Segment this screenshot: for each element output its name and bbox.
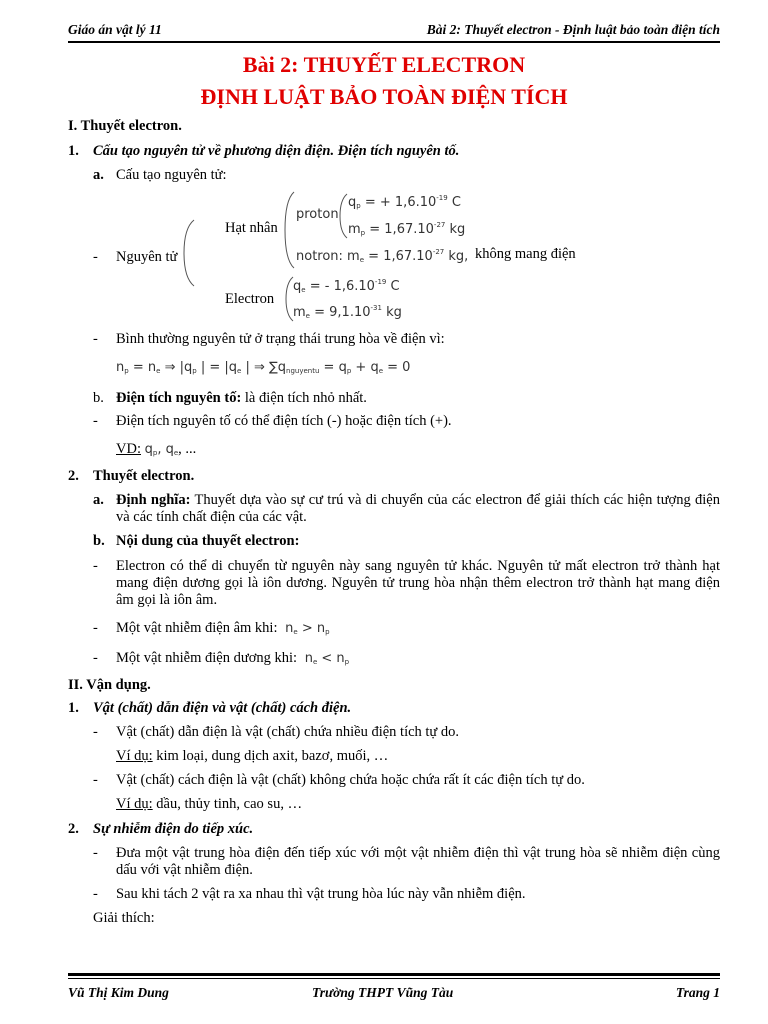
footer-page-number: Trang 1 bbox=[675, 985, 720, 1000]
sub-a-label: a. bbox=[93, 167, 104, 183]
item-1-number: 1. bbox=[68, 700, 79, 716]
insulator-example: Ví dụ: dầu, thủy tinh, cao su, … bbox=[116, 796, 303, 812]
conductor-insulator-heading: Vật (chất) dẫn điện và vật (chất) cách điện. bbox=[93, 700, 352, 716]
title-line-2: ĐỊNH LUẬT BẢO TOÀN ĐIỆN TÍCH bbox=[200, 84, 568, 109]
sub-a-text: Cấu tạo nguyên tử: bbox=[116, 167, 227, 183]
atom-brace-icon bbox=[180, 218, 196, 288]
neutral-atom-line: Bình thường nguyên tử ở trạng thái trung hòa về điện vì: bbox=[116, 331, 445, 347]
theory-paragraph: Electron có thể di chuyển từ nguyên này sang nguyên tử khác. Nguyên tử mất electron trở thành hạt mang điện dương gọi là iôn dương. Nguyên tử trung hòa nhận thêm electron trở thành hạt mang điện âm gọi là iôn âm. bbox=[116, 558, 720, 608]
bullet: - bbox=[93, 413, 98, 429]
bullet: - bbox=[93, 331, 98, 347]
electron-mass: $m_e = 9,1.10^{-31}$ kg bbox=[293, 304, 402, 320]
bullet: - bbox=[93, 249, 98, 265]
proton-label: proton bbox=[296, 207, 339, 222]
footer-school: Trường THPT Vũng Tàu bbox=[312, 985, 454, 1000]
sub-b-label: b. bbox=[93, 390, 104, 406]
example-line: VD: $q_p$, $q_e$, ... bbox=[116, 441, 197, 457]
atom-label: Nguyên tử bbox=[116, 249, 178, 265]
sub-b-line: Điện tích nguyên tố: là điện tích nhỏ nhất. bbox=[116, 390, 367, 406]
conductor-example: Ví dụ: kim loại, dung dịch axit, bazơ, muối, … bbox=[116, 748, 389, 764]
bullet: - bbox=[93, 886, 98, 902]
neutral-note: không mang điện bbox=[475, 246, 576, 262]
item-2-number: 2. bbox=[68, 821, 79, 837]
explanation-label: Giải thích: bbox=[93, 910, 155, 926]
bullet: - bbox=[93, 845, 98, 861]
proton-mass: $m_p = 1,67.10^{-27}$ kg bbox=[348, 221, 466, 237]
title-line-1: Bài 2: THUYẾT ELECTRON bbox=[242, 52, 526, 77]
contact-charging-paragraph: Đưa một vật trung hòa điện đến tiếp xúc với một vật nhiễm điện thì vật trung hòa sẽ nhiễm điện cùng dấu với vật nhiễm điện. bbox=[116, 845, 720, 878]
header-rule bbox=[68, 41, 720, 43]
bullet: - bbox=[93, 620, 98, 636]
bullet: - bbox=[93, 650, 98, 666]
section-2-heading: II. Vận dụng. bbox=[68, 677, 151, 693]
header-left: Giáo án vật lý 11 bbox=[68, 22, 162, 37]
nucleus-label: Hạt nhân bbox=[225, 220, 278, 236]
positive-charge-line: Một vật nhiễm điện dương khi: $n_e < n_p$ bbox=[116, 650, 350, 666]
sub-b-label: b. bbox=[93, 533, 105, 549]
elementary-charge-sign-line: Điện tích nguyên tố có thể điện tích (-) hoặc điện tích (+). bbox=[116, 413, 452, 429]
sub-a-label: a. bbox=[93, 492, 104, 508]
bullet: - bbox=[93, 558, 98, 574]
negative-charge-line: Một vật nhiễm điện âm khi: $n_e > n_p$ bbox=[116, 620, 330, 636]
separation-line: Sau khi tách 2 vật ra xa nhau thì vật trung hòa lúc này vẫn nhiễm điện. bbox=[116, 886, 526, 902]
bullet: - bbox=[93, 724, 98, 740]
neutrality-formula: $n_p = n_e$ ⇒ $|q_p$ | = $|q_e$ | ⇒ $\sum q_{nguyentu} = q_p + q_e = 0$ bbox=[116, 360, 411, 375]
electron-charge: $q_e$ = - $1,6.10^{-19}$ C bbox=[293, 278, 400, 294]
footer-author: Vũ Thị Kim Dung bbox=[68, 985, 169, 1000]
conductor-line: Vật (chất) dẫn điện là vật (chất) chứa nhiều điện tích tự do. bbox=[116, 724, 460, 740]
bullet: - bbox=[93, 772, 98, 788]
contact-charging-heading: Sự nhiễm điện do tiếp xúc. bbox=[93, 821, 254, 837]
footer-rule-thick bbox=[68, 973, 720, 976]
item-1-number: 1. bbox=[68, 143, 79, 159]
neutron-mass: notron: $m_e = 1,67.10^{-27}$ kg, bbox=[296, 248, 469, 264]
nucleus-brace-icon bbox=[282, 190, 296, 270]
proton-charge: $q_p$ = + $1,6.10^{-19}$ C bbox=[348, 194, 461, 210]
item-1-heading: Cấu tạo nguyên tử về phương diện điện. Điện tích nguyên tố. bbox=[93, 143, 460, 159]
theory-content-heading: Nội dung của thuyết electron: bbox=[116, 533, 300, 549]
electron-label: Electron bbox=[225, 291, 275, 307]
item-2-heading: Thuyết electron. bbox=[93, 468, 195, 484]
item-2-number: 2. bbox=[68, 468, 79, 484]
header-right: Bài 2: Thuyết electron - Định luật bảo toàn điện tích bbox=[426, 22, 720, 37]
footer-rule-thin bbox=[68, 978, 720, 979]
definition-paragraph: Định nghĩa: Thuyết dựa vào sự cư trú và di chuyển của các electron để giải thích các hiện tượng điện và các tính chất điện của các vật. bbox=[116, 492, 720, 525]
insulator-line: Vật (chất) cách điện là vật (chất) không chứa hoặc chứa rất ít các điện tích tự do. bbox=[116, 772, 585, 788]
section-1-heading: I. Thuyết electron. bbox=[68, 118, 182, 134]
